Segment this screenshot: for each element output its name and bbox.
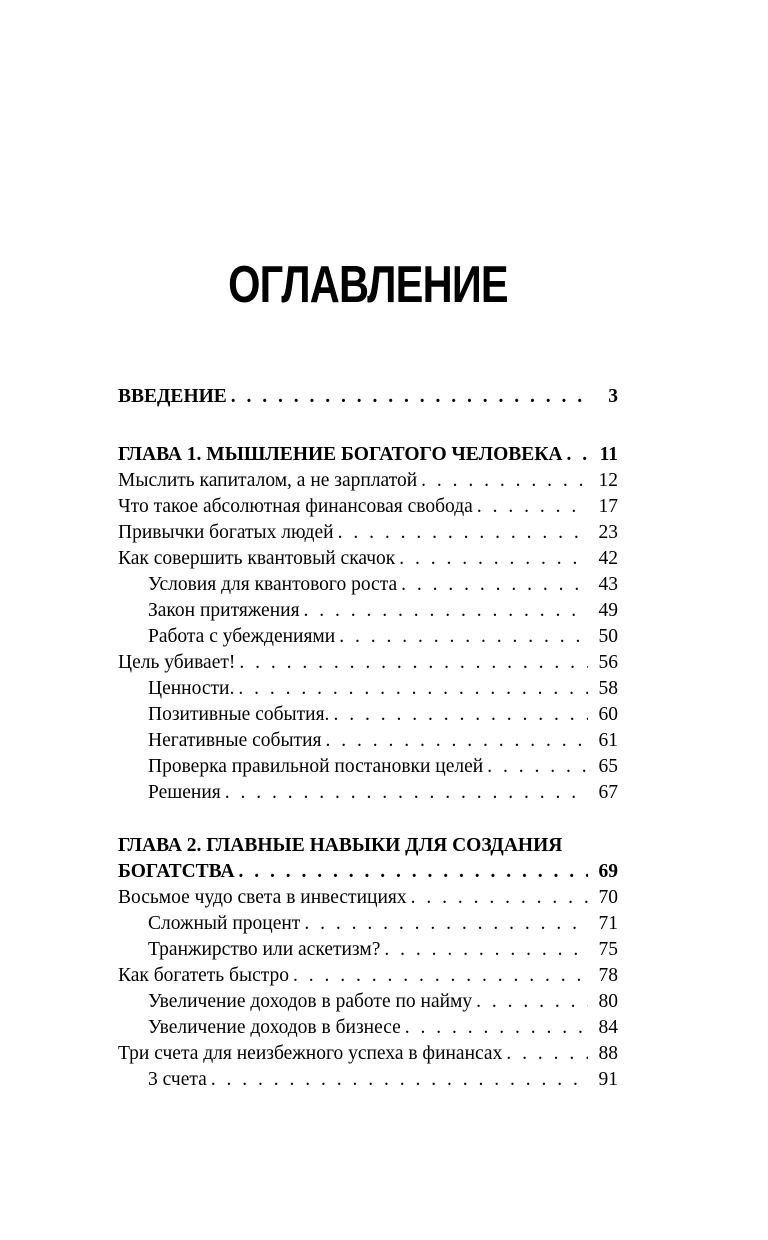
toc-entry <box>118 468 618 494</box>
toc-page-number: 84 <box>598 1017 618 1038</box>
toc-entry <box>118 728 618 754</box>
toc-page-number: 88 <box>598 1043 618 1064</box>
toc-page-number: 43 <box>598 574 618 595</box>
toc-entry <box>118 676 618 702</box>
toc-entry-label: ГЛАВА 1. МЫШЛЕНИЕ БОГАТОГО ЧЕЛОВЕКА <box>118 444 563 465</box>
toc-entry <box>118 494 618 520</box>
toc-page-number: 42 <box>598 548 618 569</box>
toc-page-number: 58 <box>598 678 618 699</box>
table-of-contents <box>118 384 618 1093</box>
toc-entry <box>118 442 618 468</box>
toc-entry <box>118 650 618 676</box>
toc-page-number: 69 <box>598 861 618 882</box>
dot-leader <box>333 702 588 728</box>
page-title: ОГЛАВЛЕНИЕ <box>228 256 508 314</box>
toc-entry <box>118 754 618 780</box>
toc-page-number: 60 <box>598 704 618 725</box>
dot-leader <box>239 859 588 885</box>
toc-entry-label: Позитивные события. <box>148 704 330 725</box>
toc-entry-label: ГЛАВА 2. ГЛАВНЫЕ НАВЫКИ ДЛЯ СОЗДАНИЯ <box>118 835 563 856</box>
toc-entry-label: Увеличение доходов в бизнесе <box>148 1017 401 1038</box>
toc-page-number: 91 <box>598 1069 618 1090</box>
dot-leader <box>476 989 588 1015</box>
toc-entry <box>118 963 618 989</box>
toc-page-number: 17 <box>598 496 618 517</box>
toc-entry-label: Увеличение доходов в работе по найму <box>148 991 473 1012</box>
toc-page-number: 65 <box>598 756 618 777</box>
toc-entry <box>118 384 618 410</box>
toc-page-number: 23 <box>598 522 618 543</box>
toc-entry <box>118 1041 618 1067</box>
dot-leader <box>401 572 588 598</box>
toc-entry-label: Восьмое чудо света в инвестициях <box>118 887 407 908</box>
dot-leader <box>405 1015 588 1041</box>
toc-entry-label: Сложный процент <box>148 913 301 934</box>
toc-entry-label: Транжирство или аскетизм? <box>148 939 381 960</box>
dot-leader <box>293 963 588 989</box>
toc-entry-label: Ценности. <box>148 678 235 699</box>
toc-entry-label: Цель убивает! <box>118 652 236 673</box>
dot-leader <box>238 676 588 702</box>
toc-entry-label: Работа с убеждениями <box>148 626 336 647</box>
toc-entry <box>118 702 618 728</box>
toc-entry <box>118 1067 618 1093</box>
dot-leader <box>231 384 588 410</box>
toc-entry <box>118 624 618 650</box>
dot-leader <box>211 1067 588 1093</box>
toc-entry <box>118 885 618 911</box>
toc-entry <box>118 546 618 572</box>
toc-entry-label: Закон притяжения <box>148 600 300 621</box>
toc-entry-label: Как совершить квантовый скачок <box>118 548 396 569</box>
toc-page-number: 80 <box>598 991 618 1012</box>
toc-entry-label: 3 счета <box>148 1069 207 1090</box>
dot-leader <box>304 598 588 624</box>
toc-entry <box>118 859 618 885</box>
dot-leader <box>411 885 588 911</box>
toc-page-number: 61 <box>598 730 618 751</box>
dot-leader <box>566 442 588 468</box>
toc-entry <box>118 520 618 546</box>
dot-leader <box>239 650 588 676</box>
dot-leader <box>506 1041 588 1067</box>
dot-leader <box>339 624 588 650</box>
toc-page-number: 70 <box>598 887 618 908</box>
toc-entry <box>118 937 618 963</box>
toc-entry-label: Привычки богатых людей <box>118 522 334 543</box>
toc-entry <box>118 780 618 806</box>
toc-entry-label: БОГАТСТВА <box>118 861 235 882</box>
dot-leader <box>225 780 588 806</box>
dot-leader <box>421 468 588 494</box>
toc-entry-label: Мыслить капиталом, а не зарплатой <box>118 470 418 491</box>
dot-leader <box>338 520 588 546</box>
toc-page-number: 50 <box>598 626 618 647</box>
dot-leader <box>304 911 588 937</box>
toc-entry <box>118 989 618 1015</box>
toc-entry-label: Решения <box>148 782 221 803</box>
dot-leader <box>384 937 588 963</box>
toc-entry <box>118 1015 618 1041</box>
dot-leader <box>487 754 588 780</box>
toc-page-number: 75 <box>598 939 618 960</box>
toc-entry-label: Как богатеть быстро <box>118 965 289 986</box>
toc-entry-label: Три счета для неизбежного успеха в финансах <box>118 1043 503 1064</box>
toc-page-number: 67 <box>598 782 618 803</box>
toc-page-number: 78 <box>598 965 618 986</box>
toc-entry-label: Условия для квантового роста <box>148 574 398 595</box>
toc-page-number: 11 <box>599 444 618 465</box>
toc-entry-label: Негативные события <box>148 730 322 751</box>
dot-leader <box>325 728 588 754</box>
toc-page-number: 56 <box>598 652 618 673</box>
toc-entry <box>118 572 618 598</box>
toc-page-number: 3 <box>608 386 618 407</box>
toc-entry-label: Проверка правильной постановки целей <box>148 756 484 777</box>
toc-page-number: 71 <box>598 913 618 934</box>
dot-leader <box>399 546 588 572</box>
toc-page-number: 49 <box>598 600 618 621</box>
toc-entry-label: ВВЕДЕНИЕ <box>118 386 227 407</box>
toc-page-number: 12 <box>598 470 618 491</box>
toc-entry-label: Что такое абсолютная финансовая свобода <box>118 496 473 517</box>
toc-entry <box>118 911 618 937</box>
dot-leader <box>477 494 588 520</box>
toc-entry <box>118 598 618 624</box>
toc-entry <box>118 833 618 859</box>
